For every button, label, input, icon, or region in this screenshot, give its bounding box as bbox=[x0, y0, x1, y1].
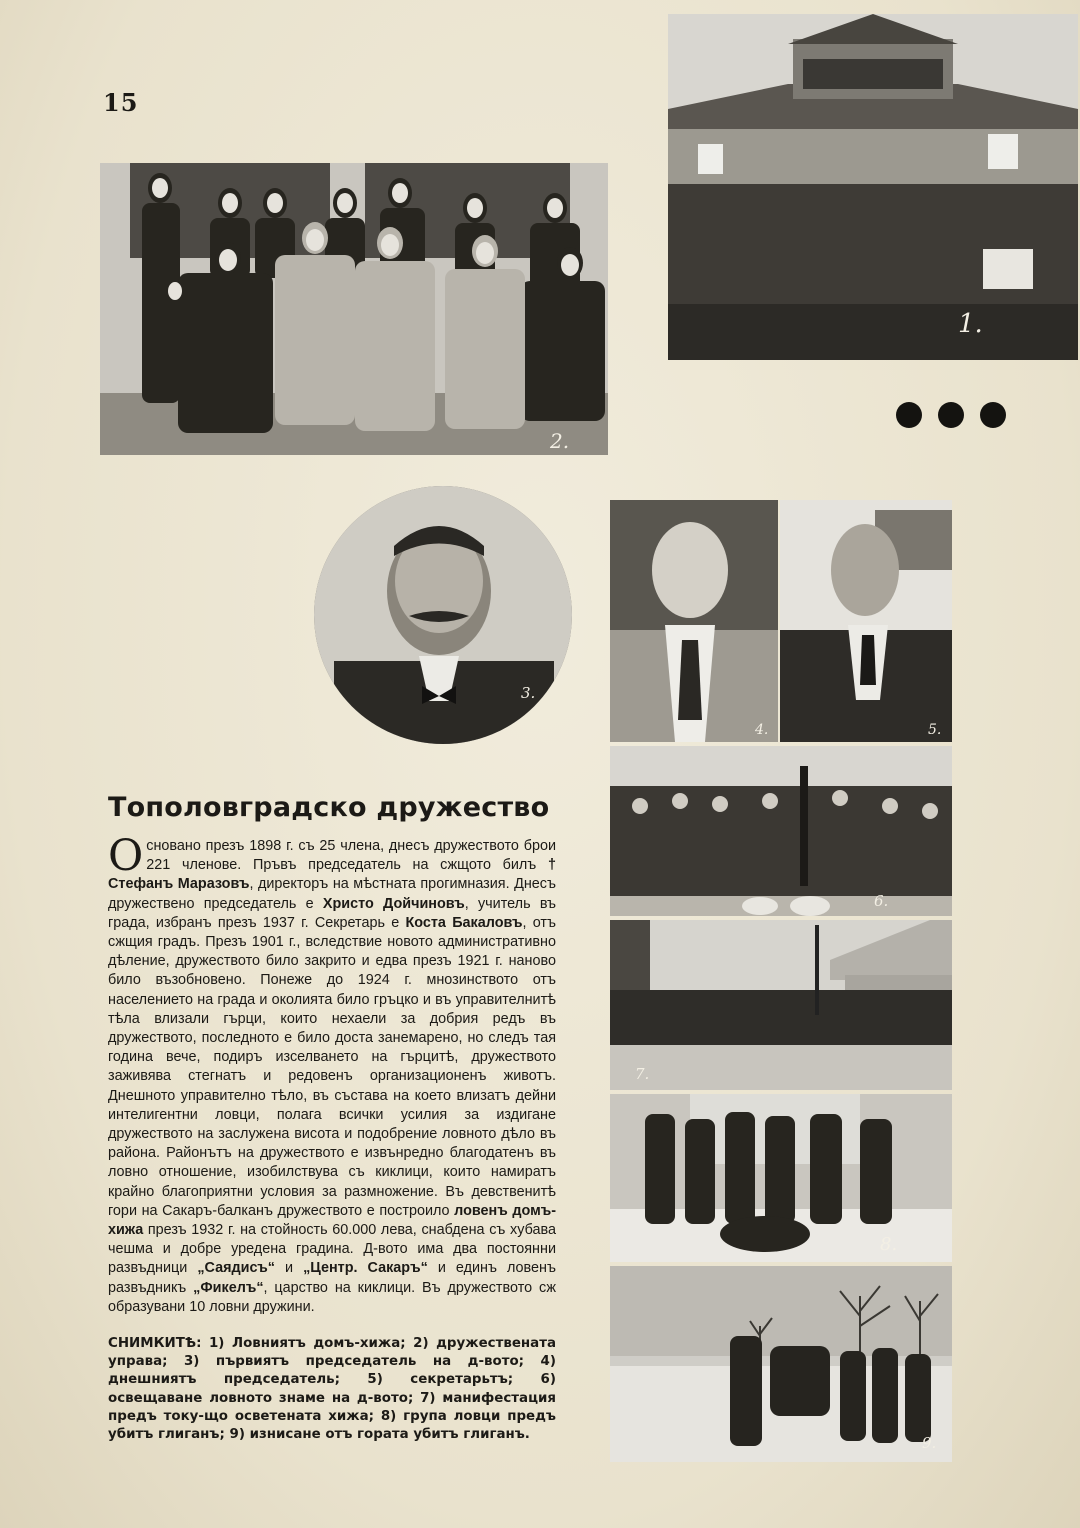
article-text-6: и bbox=[274, 1260, 304, 1277]
article-text-4: , отъ сжщия градъ. Презъ 1901 г., вследствие новото административно дѣление, дружеството било закрито и едва презъ 1921 г. наново било възобновено. Понеже до 1924 г. мнозинството отъ населението на града и околията било гръцко и въ управителнитѣ тѣла влизали гърци, които нехаели за добрия редъ въ дружеството, последното е било доста занемарено, но следъ тая година вече, подиръ изселването на гърцитѣ, дружеството заживява стегнатъ и редовенъ организационенъ животъ. Днешното управително тѣло, въ състава на което влизатъ дейни интелигентни ловци, полага всички усилия за издигане дружеството на заслужена висота и подобрение ловното дѣло въ района. Районътъ на дружеството е извънредно благодатенъ въ ловно отношение, изобилствува съ киклици, които намиратъ крайно благоприятни условия за размножение. Въ девственитѣ гори на Сакаръ-балканъ дружеството е построило bbox=[108, 914, 556, 1219]
photo-number-7: 7. bbox=[635, 1065, 650, 1083]
photo-number-6: 6. bbox=[874, 892, 889, 910]
article-text-8: , царство на киклици. Въ дружеството сж образувани 10 ловни дружини. bbox=[108, 1279, 556, 1315]
name-current-chairman: Христо Дойчиновъ bbox=[322, 895, 465, 912]
article-body bbox=[108, 831, 557, 1317]
photo-number-5: 5. bbox=[928, 722, 942, 738]
dot-1 bbox=[896, 402, 922, 428]
name-secretary: Коста Бакаловъ bbox=[405, 914, 523, 931]
article-title: Тополовградско дружество bbox=[108, 792, 550, 823]
photo-number-2: 2. bbox=[550, 429, 570, 453]
photo-carrying-boar bbox=[610, 1266, 952, 1462]
photo-captions: СНИМКИТѢ: 1) Ловниятъ домъ-хижа; 2) дружествената управа; 3) първиятъ председатель на д-вото; 4) днешниятъ председатель; 5) секретарьтъ; 6) освещаване ловното знаме на д-вото; 7) манифестация предъ току-що осветената хижа; 8) група ловци предъ убитъ глиганъ; 9) изнисане отъ гората убитъ глиганъ. bbox=[108, 1336, 556, 1443]
photo-society-board bbox=[100, 163, 608, 455]
dot-2 bbox=[938, 402, 964, 428]
term-breeding-station-2: „Центр. Сакаръ“ bbox=[303, 1260, 428, 1277]
photo-number-1: 1. bbox=[958, 309, 983, 339]
article-text-1: сновано презъ 1898 г. съ 25 члена, днесъ дружеството брои 221 членове. Пръвъ председатель на сжщото билъ bbox=[146, 838, 556, 874]
article-text-2: , директоръ на мѣстната прогимназия. Днесъ дружествено председатель е bbox=[108, 876, 557, 912]
photo-hunting-lodge bbox=[668, 14, 1078, 360]
photo-number-9: 9. bbox=[922, 1434, 937, 1452]
article-text-5: презъ 1932 г. на стойность 60.000 лева, снабдена съ хубава чешма и добре уредена градина. Д-вото има два постоянни развъдници bbox=[108, 1222, 556, 1277]
name-first-chairman: † Стефанъ Маразовъ bbox=[108, 857, 556, 893]
article-text-7: и единъ ловенъ развъдникъ bbox=[108, 1260, 556, 1296]
photo-number-8: 8. bbox=[880, 1234, 898, 1255]
photo-hunters-boar bbox=[610, 1094, 952, 1262]
photo-number-4: 4. bbox=[755, 722, 769, 738]
photo-current-chairman bbox=[610, 500, 778, 742]
photo-manifestation bbox=[610, 920, 952, 1090]
photo-secretary bbox=[780, 500, 952, 742]
drop-cap: О bbox=[108, 831, 144, 881]
photo-first-chairman bbox=[314, 486, 572, 744]
article-text-3: , учитель въ града, избранъ презъ 1937 г. Секретарь е bbox=[108, 895, 556, 931]
photo-number-3: 3. bbox=[521, 684, 536, 702]
dot-3 bbox=[980, 402, 1006, 428]
decorative-dots bbox=[896, 402, 1006, 428]
page-number: 15 bbox=[103, 88, 139, 117]
photo-flag-blessing bbox=[610, 746, 952, 916]
term-breeding-station-3: „Фикелъ“ bbox=[193, 1279, 264, 1296]
term-breeding-station-1: „Саядисъ“ bbox=[197, 1260, 275, 1277]
term-hunting-lodge: ловенъ домъ-хижа bbox=[108, 1202, 557, 1239]
